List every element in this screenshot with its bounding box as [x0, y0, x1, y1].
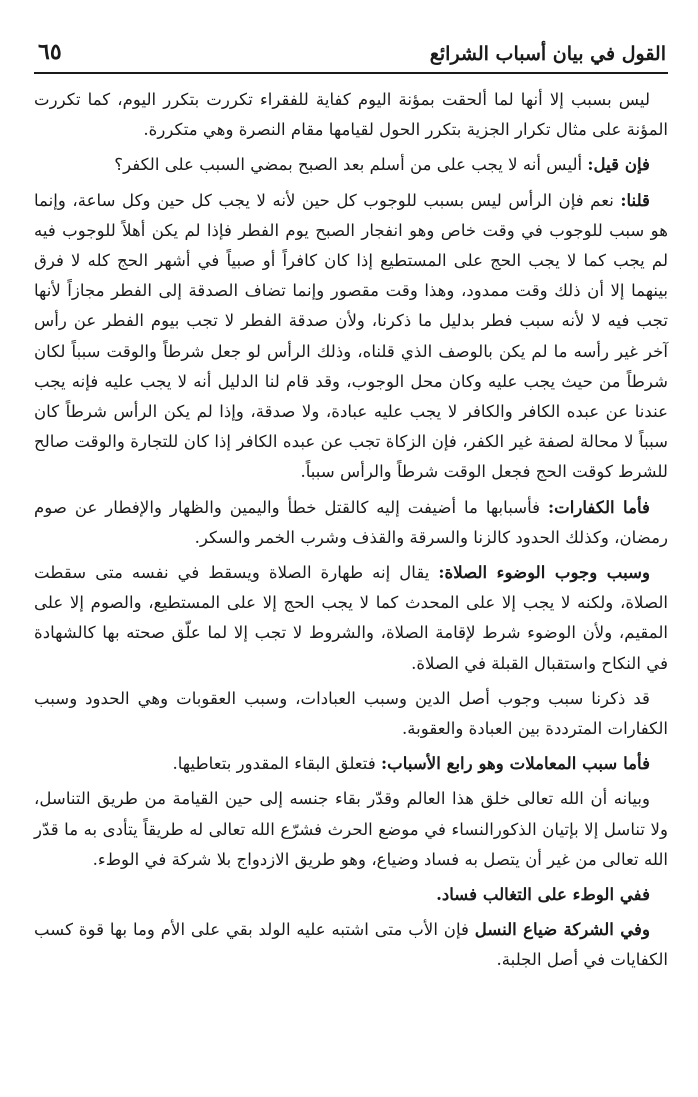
paragraph-lead: قلنا:: [620, 189, 650, 210]
paragraph: [34, 783, 668, 875]
paragraph-text: قد ذكرنا سبب وجوب أصل الدين وسبب العبادات، وسبب العقوبات وهي الحدود وسبب الكفارات المترددة بين العبادة والعقوبة.: [34, 688, 668, 739]
paragraph: [34, 492, 668, 553]
paragraph: [34, 748, 668, 779]
paragraph-lead: وسبب وجوب الوضوء الصلاة:: [438, 562, 650, 583]
paragraph: [34, 557, 668, 679]
paragraph: [34, 185, 668, 488]
paragraph-text: أليس أنه لا يجب على من أسلم بعد الصبح بمضي السبب على الكفر؟: [114, 155, 583, 175]
paragraph-text: يقال إنه طهارة الصلاة ويسقط في نفسه متى سقطت الصلاة، ولكنه لا يجب إلا على المحدث كما لا يجب الحج إلا على المستطيع، والصوم إلا على المقيم، ولأن الوضوء شرط لإقامة الصلاة، والشروط لا تجب إلا لما علّق صحته بها كالشهادة في النكاح واستقبال القبلة في الصلاة.: [34, 563, 668, 673]
paragraph-text: نعم فإن الرأس ليس بسبب للوجوب كل حين لأنه لا يجب كل حين وكل ساعة، وإنما هو سبب للوجوب في وقت خاص وهو انفجار الصبح يوم الفطر فإذا لم يكن أهلاً للوجوب فيه لم يجب كما لا يجب الحج على المستطيع إذا كان كافراً أو صبياً في أشهر الحج كله لا فرق بينهما إلا أن ذلك وقت ممدود، وهذا وقت مقصور وإنما تضاف الصدقة إلى الفطر مجازاً لأنها تجب فيه لا لأنه سبب فطر بدليل ما ذكرنا، ولأن صدقة الفطر لا تجب بيوم الفطر عن رأس آخر غير رأسه ما لم يكن بالوصف الذي قلناه، وذلك الرأس لو جعل شرطاً والوقت سبباً لكان شرطاً من حيث يجب عليه وكان محل الوجوب، وقد قام لنا الدليل أنه لا يجب عليه فإنه يجب عندنا عن عبده الكافر والكافر لا يجب عليه عبادة، ولا صدقة، وإذا لم يكن الرأس شرطاً كان سبباً لا محالة لصفة غير الكفر، فإن الزكاة تجب عن عبده الكافر إذا كان للتجارة والوقت صالح للشرط كوقت الحج فجعل الوقت شرطاً والرأس سبباً.: [34, 190, 668, 482]
running-title: القول في بيان أسباب الشرائع: [429, 43, 666, 65]
paragraph: [34, 84, 668, 145]
paragraph-lead: فأما سبب المعاملات وهو رابع الأسباب:: [381, 753, 650, 774]
paragraph: [34, 879, 668, 910]
page-body: [34, 84, 668, 980]
paragraph-text: فإن الأب متى اشتبه عليه الولد بقي على الأم وما بها قوة كسب الكفايات في أصل الجلبة.: [34, 920, 668, 970]
paragraph: [34, 683, 668, 744]
paragraph-lead: وفي الشركة ضياع النسل: [474, 919, 650, 940]
paragraph: [34, 149, 668, 180]
paragraph-text: ليس بسبب إلا أنها لما ألحقت بمؤنة اليوم كفاية للفقراء تكررت بتكرر اليوم، كما تكررت المؤنة على مثال تكرار الجزية بتكرر الحول لقيامها مقام النصرة وهي متكررة.: [34, 90, 668, 140]
paragraph-lead: فإن قيل:: [587, 154, 650, 175]
paragraph-lead: فأما الكفارات:: [548, 496, 650, 517]
paragraph: [34, 914, 668, 975]
page-number: ٦٥: [38, 39, 62, 65]
paragraph-text: وبيانه أن الله تعالى خلق هذا العالم وقدّر بقاء جنسه إلى حين القيامة من طريق التناسل، ولا تناسل إلا بإتيان الذكورالنساء في موضع الحرث فشرّع الله تعالى له طريقاً يتأدى به ما قدّر الله تعالى من غير أن يتصل به فساد وضياع، وهو طريق الازدواج بلا شركة في الوطء.: [34, 789, 668, 869]
page-header: [34, 38, 668, 74]
paragraph-lead: ففي الوطء على التغالب فساد.: [436, 884, 650, 905]
paragraph-text: فأسبابها ما أضيفت إليه كالقتل خطأ واليمين والظهار والإفطار عن صوم رمضان، وكذلك الحدود كالزنا والسرقة والقذف وشرب الخمر والسكر.: [34, 497, 668, 547]
paragraph-text: فتعلق البقاء المقدور بتعاطيها.: [172, 754, 376, 774]
